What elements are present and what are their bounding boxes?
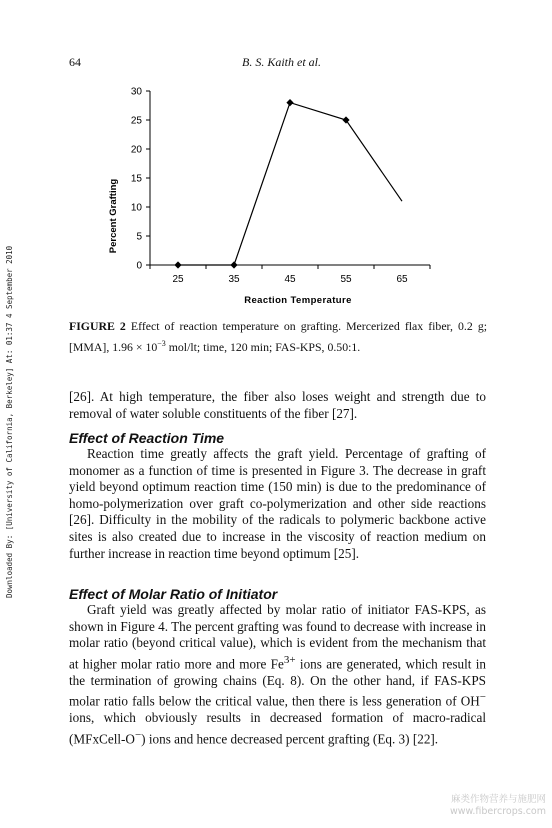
y-tick-label: 15: [130, 173, 142, 185]
y-tick-label: 10: [130, 202, 142, 214]
x-tick-label: 45: [284, 274, 296, 285]
series-line: [178, 103, 402, 265]
y-tick-label: 5: [136, 231, 142, 243]
y-tick-label: 20: [130, 144, 142, 156]
x-tick-label: 25: [172, 274, 184, 285]
paragraph-reaction-time: Reaction time greatly affects the graft yield. Percentage of grafting of monomer as a function of time is presented in Figure 3. The decrease in graft yield beyond optimum reaction time (150 min) is due to the predominance of homo-polymerization over graft co-polymerization and other side reactions [26]. Difficulty in the mobility of the radicals to polymeric backbone active sites is also created due to increase in the viscosity of reaction medium on further increase in reaction time beyond optimum [25].: [69, 446, 486, 561]
x-tick-label: 35: [228, 274, 240, 285]
y-tick-label: 0: [136, 260, 142, 272]
running-head: B. S. Kaith et al.: [242, 55, 321, 69]
figure-label: FIGURE 2: [69, 319, 126, 333]
download-note: Downloaded By: [University of California, Berkeley] At: 01:37 4 September 2010: [5, 245, 14, 598]
data-point-marker: [342, 116, 349, 123]
y-tick-label: 25: [130, 115, 142, 127]
caption-text: Effect of reaction temperature on grafting. Mercerized flax fiber, 0.2 g; [MMA], $1.96 \times 10^{-3}$ mol/lt; time, 120 min; FAS-KPS, 0.50:1.: [69, 319, 487, 354]
section-heading-reaction-time: Effect of Reaction Time: [69, 430, 225, 446]
data-point-marker: [174, 261, 181, 268]
data-point-marker: [286, 99, 293, 106]
watermark: [450, 794, 546, 818]
x-tick-label: 55: [340, 274, 352, 285]
x-axis: [150, 265, 430, 285]
percent-grafting-chart: [100, 82, 440, 312]
section-heading-molar-ratio: Effect of Molar Ratio of Initiator: [69, 586, 278, 602]
series: [174, 99, 402, 269]
watermark-cn: 麻类作物营养与施肥网: [450, 794, 546, 805]
page-number: 64: [69, 55, 81, 69]
paragraph-molar-ratio: Graft yield was greatly affected by molar ratio of initiator FAS-KPS, as shown in Figure 4. The percent grafting was found to decrease with increase in molar ratio (beyond critical value), which is evident from the mechanism that at higher molar ratio more and more $Fe^{3+}$ ions are generated, which result in the termination of growing chains (Eq. 8). On the other hand, if FAS-KPS molar ratio falls below the critical value, then there is less generation of OH− ions, which obviously results in decreased formation of macro-radical (MFxCell-O−) ions and hence decreased percent grafting (Eq. 3) [22].: [69, 602, 486, 747]
figure-caption: [69, 318, 487, 356]
paragraph-continuation: [26]. At high temperature, the fiber also loses weight and strength due to removal of water soluble constituents of the fiber [27].: [69, 389, 486, 421]
watermark-url: www.fibercrops.com: [449, 806, 546, 817]
y-axis: [131, 87, 150, 272]
y-axis-label: Percent Grafting: [108, 178, 119, 254]
data-point-marker: [230, 261, 237, 268]
y-tick-label: 30: [130, 86, 142, 98]
x-axis-label: Reaction Temperature: [244, 295, 352, 306]
x-tick-label: 65: [396, 274, 408, 285]
